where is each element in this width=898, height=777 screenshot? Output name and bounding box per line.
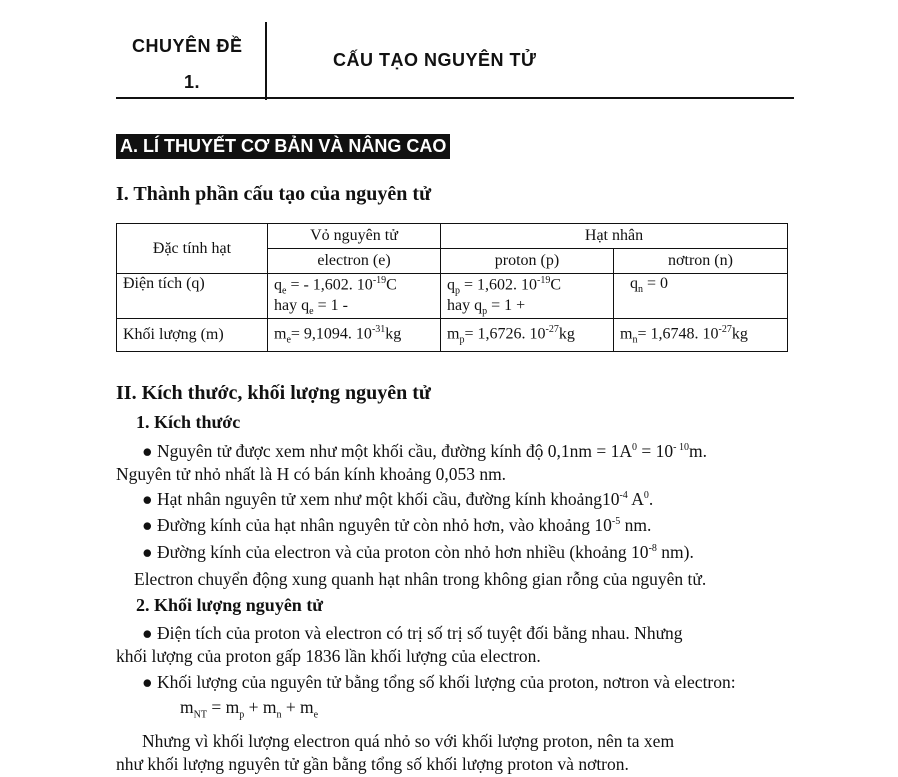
sub-proton: proton (p) <box>441 249 614 274</box>
chapter-number: 1. <box>184 72 201 92</box>
mass-formula: $m_{NT} = m_p + m_n + m_e$ <box>180 697 319 721</box>
section1-heading: I. Thành phần cấu tạo của nguyên tử <box>116 183 432 205</box>
section2-heading: II. Kích thước, khối lượng nguyên tử <box>116 382 431 404</box>
row-charge: Điện tích (q) <box>117 274 268 319</box>
table-row <box>117 274 788 319</box>
col-shell: Vỏ nguyên tử <box>268 224 441 249</box>
paragraph: Nguyên tử nhỏ nhất là H có bán kính khoảng 0,053 nm. <box>116 464 507 484</box>
chapter-label-text: CHUYÊN ĐỀ <box>132 36 243 56</box>
paragraph: ● Hạt nhân nguyên tử xem như một khối cầu, đường kính $khoảng10^{-4}$ $A^0$. <box>142 489 654 509</box>
cell-qn: $q_n = 0$ <box>614 274 788 319</box>
sub-neutron: nơtron (n) <box>614 249 788 274</box>
table-row <box>117 318 788 351</box>
cell-me: $m_e= 9,1094$. $10^{-31}kg$ <box>268 318 441 351</box>
header-divider <box>265 22 267 100</box>
paragraph: Nhưng vì khối lượng electron quá nhỏ so với khối lượng proton, nên ta xem <box>142 731 675 751</box>
paragraph: ● Đường kính của electron và của proton còn nhỏ hơn nhiều (khoảng $10^{-8}$ nm). <box>142 542 694 562</box>
paragraph: Electron chuyển động xung quanh hạt nhân trong không gian rỗng của nguyên tử. <box>134 569 707 589</box>
col-nucleus: Hạt nhân <box>441 224 788 249</box>
paragraph: ● Đường kính của hạt nhân nguyên tử còn nhỏ hơn, vào khoảng $10^{-5}$ nm. <box>142 515 652 535</box>
subsection-mass: 2. Khối lượng nguyên tử <box>136 595 324 615</box>
chapter-title: CẤU TẠO NGUYÊN TỬ <box>333 50 537 70</box>
subsection-size: 1. Kích thước <box>136 412 241 432</box>
sub-electron: electron (e) <box>268 249 441 274</box>
paragraph: ● Điện tích của proton và electron có trị số trị số tuyệt đối bằng nhau. Nhưng <box>142 623 683 643</box>
cell-mn: $m_n= 1,6748$. $10^{-27}kg$ <box>614 318 788 351</box>
cell-qp: $q_p = 1,602$. $10^{-19}C$ hay $q_p = 1$ + <box>441 274 614 319</box>
row-mass: Khối lượng (m) <box>117 318 268 351</box>
cell-qe: $q_e$ = - 1,602. $10^{-19}C$ hay $q_e = 1$ - <box>268 274 441 319</box>
cell-mp: $m_p= 1,6726$. $10^{-27}kg$ <box>441 318 614 351</box>
particle-table <box>116 223 788 352</box>
col-property: Đặc tính hạt <box>117 224 268 274</box>
paragraph: ● Nguyên tử được xem như một khối cầu, đường kính độ $0,1nm = 1A^0 = 10^{- 10}m$. <box>142 441 708 461</box>
chapter-label <box>132 34 243 94</box>
paragraph: khối lượng của proton gấp 1836 lần khối lượng của electron. <box>116 646 541 666</box>
paragraph: như khối lượng nguyên tử gần bằng tổng số khối lượng proton và nơtron. <box>116 754 629 774</box>
paragraph: ● Khối lượng của nguyên tử bằng tổng số khối lượng của proton, nơtron và electron: <box>142 672 736 692</box>
header-rule <box>116 97 794 99</box>
section-banner: A. LÍ THUYẾT CƠ BẢN VÀ NÂNG CAO <box>116 134 450 159</box>
